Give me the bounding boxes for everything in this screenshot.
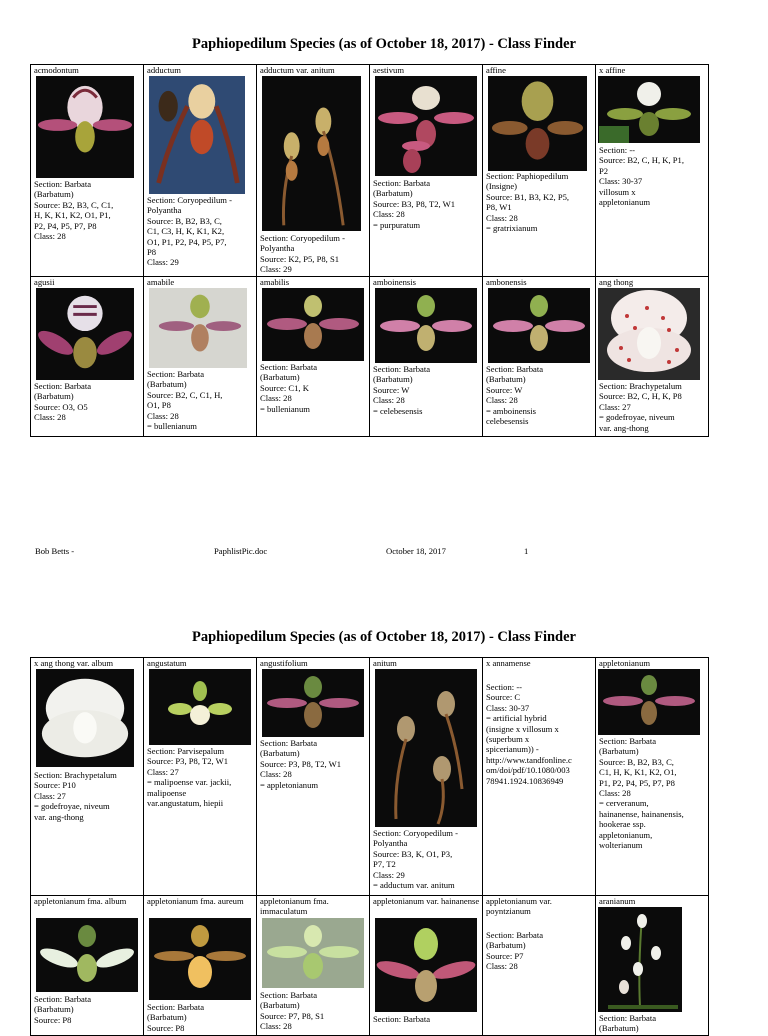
species-info: Section: Barbata (Barbatum) Source: P3, P8, T2, W1 Class: 28 = appletonianum	[260, 738, 342, 790]
species-cell	[31, 658, 144, 896]
species-info: Section: Barbata (Barbatum) Source: P8	[147, 1002, 205, 1033]
species-name: amabile	[147, 277, 175, 287]
orchid-photo	[598, 76, 700, 143]
species-info: Section: Barbata	[373, 1014, 431, 1024]
species-cell	[144, 65, 257, 277]
orchid-photo	[149, 669, 251, 745]
species-name: appletonianum fma. immaculatum	[260, 896, 329, 916]
species-cell	[370, 65, 483, 277]
species-cell	[144, 896, 257, 1036]
orchid-photo	[375, 918, 477, 1012]
orchid-photo	[262, 288, 364, 361]
orchid-photo	[598, 288, 700, 380]
species-name: ambonensis	[486, 277, 527, 287]
footer-date: October 18, 2017	[386, 546, 446, 556]
species-name: appletonianum	[599, 658, 651, 668]
species-name: adductum	[147, 65, 181, 75]
orchid-photo	[375, 288, 477, 363]
species-info: Section: Barbata (Barbatum) Source: B2, C, C1, H, O1, P8 Class: 28 = bullenianum	[147, 369, 223, 432]
orchid-photo	[488, 76, 587, 171]
species-info: Section: Paphiopedilum (Insigne) Source: B1, B3, K2, P5, P8, W1 Class: 28 = gratrixianum	[486, 171, 570, 234]
orchid-photo	[36, 76, 134, 178]
species-name: appletonianum var. poyntzianum	[486, 896, 552, 916]
orchid-photo	[375, 76, 477, 176]
species-cell	[596, 658, 709, 896]
species-info: Section: Barbata (Barbatum) Source: P7 Class: 28	[486, 930, 544, 972]
species-name: anitum	[373, 658, 397, 668]
species-name: acmodontum	[34, 65, 79, 75]
species-cell	[257, 277, 370, 437]
species-info: Section: Barbata (Barbatum) Source: B2, B3, C, C1, H, K, K1, K2, O1, P1, P2, P4, P5, P7, P8 Class: 28	[34, 179, 114, 242]
species-cell	[370, 277, 483, 437]
orchid-photo	[36, 288, 134, 380]
orchid-photo	[262, 918, 364, 988]
species-info: Section: -- Source: C Class: 30-37 = artificial hybrid (insigne x villosum x (superbum x spicerianum)) - http://www.tandfonline.c om/doi/pdf/10.1080/003 78941.1924.10836949	[486, 682, 572, 786]
species-info: Section: Barbata (Barbatum) Source: C1, K Class: 28 = bullenianum	[260, 362, 318, 414]
species-info: Section: Barbata (Barbatum) Source: W Class: 28 = celebesensis	[373, 364, 431, 416]
species-name: appletonianum fma. album	[34, 896, 127, 906]
species-cell	[31, 65, 144, 277]
species-info: Section: -- Source: B2, C, H, K, P1, P2 Class: 30-37 villosum x appletonianum	[599, 145, 684, 208]
orchid-photo	[262, 76, 361, 231]
orchid-photo	[488, 288, 590, 363]
orchid-photo	[262, 669, 364, 737]
orchid-photo	[149, 76, 245, 194]
orchid-photo	[598, 669, 700, 735]
species-name: angustifolium	[260, 658, 308, 668]
species-cell	[144, 277, 257, 437]
species-name: appletonianum var. hainanense	[373, 896, 480, 906]
species-cell	[483, 658, 596, 896]
species-name: adductum var. anitum	[260, 65, 335, 75]
species-info: Section: Coryopedilum - Polyantha Source: B, B2, B3, C, C1, C3, H, K, K1, K2, O1, P1, P2, P4, P5, P7, P8 Class: 29	[147, 195, 232, 268]
species-cell	[144, 658, 257, 896]
species-name: x annamense	[486, 658, 531, 668]
orchid-photo	[375, 669, 477, 827]
orchid-photo	[36, 669, 134, 767]
species-name: amabilis	[260, 277, 290, 287]
orchid-photo	[598, 907, 682, 1012]
species-cell	[31, 896, 144, 1036]
species-info: Section: Barbata (Barbatum) Source: P7, P8, S1 Class: 28	[260, 990, 325, 1032]
species-info: Section: Barbata (Barbatum) Source: O3, O5 Class: 28	[34, 381, 92, 423]
species-cell	[257, 896, 370, 1036]
species-cell	[483, 277, 596, 437]
species-name: amboinensis	[373, 277, 416, 287]
species-name: affine	[486, 65, 506, 75]
species-name: appletonianum fma. aureum	[147, 896, 244, 906]
species-cell	[370, 896, 483, 1036]
species-info: Section: Brachypetalum Source: P10 Class: 27 = godefroyae, niveum var. ang-thong	[34, 770, 117, 822]
species-table	[30, 657, 709, 1036]
species-cell	[596, 65, 709, 277]
species-name: x affine	[599, 65, 626, 75]
species-name: aranianum	[599, 896, 636, 906]
species-info: Section: Barbata (Barbatum) Source: W Class: 28 = amboinensis celebesensis	[486, 364, 544, 427]
orchid-photo	[149, 918, 251, 1000]
page-title: Paphiopedilum Species (as of October 18, 2017) - Class Finder	[192, 36, 576, 52]
orchid-photo	[36, 918, 138, 992]
species-info: Section: Parvisepalum Source: P3, P8, T2, W1 Class: 27 = malipoense var. jackii, malipoense var.angustatum, hiepii	[147, 746, 232, 809]
species-cell	[257, 658, 370, 896]
species-cell	[370, 658, 483, 896]
species-info: Section: Brachypetalum Source: B2, C, H, K, P8 Class: 27 = godefroyae, niveum var. ang-thong	[599, 381, 682, 433]
species-name: agusii	[34, 277, 55, 287]
species-name: aestivum	[373, 65, 405, 75]
species-table	[30, 64, 709, 437]
species-cell	[483, 896, 596, 1036]
page-title: Paphiopedilum Species (as of October 18, 2017) - Class Finder	[192, 629, 576, 645]
species-cell	[596, 896, 709, 1036]
species-cell	[31, 277, 144, 437]
species-info: Section: Barbata (Barbatum) Source: B, B2, B3, C, C1, H, K, K1, K2, O1, P1, P2, P4, P5, P7, P8 Class: 28 = cerveranum, hainanense, hainanensis, hookerae ssp. appletonianum, wolterianum	[599, 736, 684, 851]
species-info: Section: Coryopedilum - Polyantha Source: K2, P5, P8, S1 Class: 29	[260, 233, 345, 275]
species-info: Section: Barbata (Barbatum) Source: B3, P8, T2, W1 Class: 28 = purpuratum	[373, 178, 456, 230]
footer-author: Bob Betts -	[35, 546, 75, 556]
species-cell	[257, 65, 370, 277]
species-name: x ang thong var. album	[34, 658, 114, 668]
species-info: Section: Barbata (Barbatum) Source: P8	[34, 994, 92, 1025]
species-info: Section: Barbata (Barbatum)	[599, 1013, 657, 1034]
species-cell	[483, 65, 596, 277]
species-info: Section: Coryopedilum - Polyantha Source: B3, K, O1, P3, P7, T2 Class: 29 = adductum var. anitum	[373, 828, 458, 891]
orchid-photo	[149, 288, 247, 368]
footer-page-number: 1	[524, 546, 529, 556]
species-cell	[596, 277, 709, 437]
footer-filename: PaphlistPic.doc	[214, 546, 268, 556]
species-name: ang thong	[599, 277, 634, 287]
species-name: angustatum	[147, 658, 187, 668]
